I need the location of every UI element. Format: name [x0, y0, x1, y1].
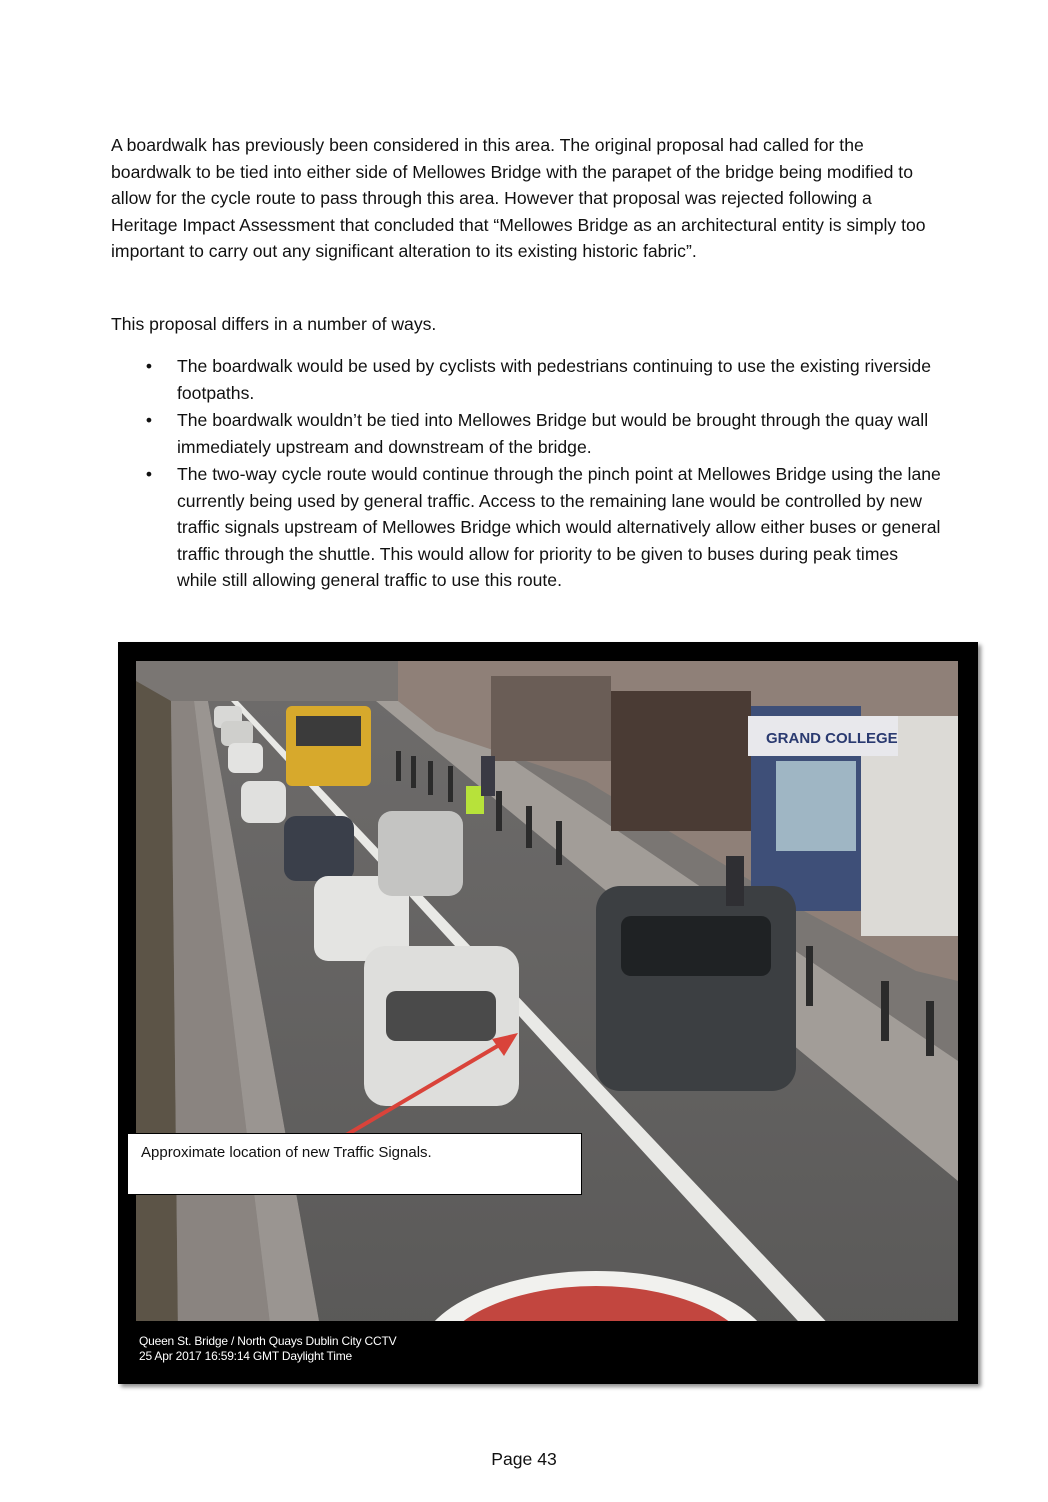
- list-item: • The boardwalk would be used by cyclists with pedestrians continuing to use the existing riverside footpaths.: [111, 353, 941, 406]
- bullet-list: [111, 353, 941, 595]
- list-item: • The two-way cycle route would continue through the pinch point at Mellowes Bridge using the lane currently being used by general traffic. Access to the remaining lane would be controlled by new traffic signals upstream of Mellowes Bridge which would alternatively allow either buses or general traffic through the shuttle. This would allow for priority to be given to buses during peak times while still allowing general traffic to use this route.: [111, 461, 941, 594]
- cctv-photo: [136, 661, 958, 1332]
- bullet-icon: •: [145, 410, 153, 430]
- page-number: Page 43: [491, 1449, 557, 1469]
- callout-box: [127, 1133, 582, 1195]
- list-item: • The boardwalk wouldn’t be tied into Mellowes Bridge but would be brought through the quay wall immediately upstream and downstream of the bridge.: [111, 407, 941, 460]
- paragraph-differs: This proposal differs in a number of ways.: [111, 314, 437, 334]
- paragraph-intro: A boardwalk has previously been considered in this area. The original proposal had called for the boardwalk to be tied into either side of Mellowes Bridge with the parapet of the bridge being modified to allow for the cycle route to pass through this area. However that proposal was rejected following a Heritage Impact Assessment that concluded that “Mellowes Bridge as an architectural entity is simply too important to carry out any significant alteration to its existing historic fabric”.: [111, 135, 926, 261]
- bullet-icon: •: [145, 464, 153, 484]
- cctv-timestamp: 25 Apr 2017 16:59:14 GMT Daylight Time: [139, 1349, 352, 1363]
- cctv-location: Queen St. Bridge / North Quays Dublin City CCTV: [139, 1334, 397, 1348]
- shop-sign-text: GRAND COLLEGE: [766, 730, 898, 747]
- cctv-figure: [118, 642, 978, 1384]
- bullet-icon: •: [145, 356, 153, 376]
- cctv-caption: [139, 1334, 396, 1364]
- callout-text: Approximate location of new Traffic Signals.: [141, 1144, 432, 1161]
